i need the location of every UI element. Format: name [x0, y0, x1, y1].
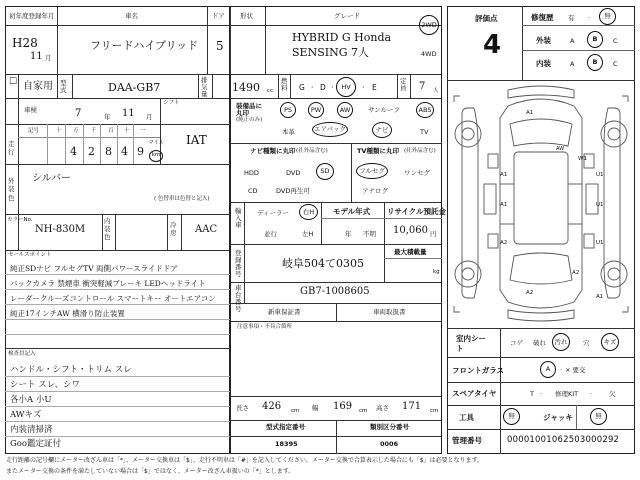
width-unit: cm: [359, 408, 368, 414]
interior-grade-c: C: [613, 60, 618, 68]
car-name-value: フリードハイブリッド: [90, 39, 199, 52]
mileage-unit-mile: マイル: [148, 140, 165, 146]
type-cert-label: 型式指定番号: [266, 423, 305, 431]
repair-yes: 有: [568, 14, 575, 22]
mileage-digit-3: 8: [105, 145, 112, 158]
color-no-value: NH-830M: [35, 224, 86, 235]
mileage-digit-4: 4: [121, 145, 128, 158]
tools-label: 工具: [459, 413, 474, 422]
fuel-g: G: [299, 83, 305, 92]
inspector-note-6: Goo鑑定証付: [10, 439, 62, 449]
reg-year-value: H28: [12, 36, 38, 50]
recycle-value: 10,060: [393, 225, 428, 236]
fuel-label: 燃料: [281, 77, 288, 93]
doors-value: 5: [216, 39, 224, 53]
diagram-label-a2-right-rear: A2: [572, 270, 580, 276]
spare-tire-kit: 修理KIT: [555, 390, 579, 398]
mileage-unit-10k: 万: [73, 128, 79, 134]
equipment-sub: (純正のみ): [236, 117, 263, 123]
mileage-digit-1: 4: [70, 145, 77, 158]
sales-point-label: セールスポイント: [8, 252, 52, 258]
exterior-grade-label: 外装: [536, 36, 551, 45]
equip-sunroof: サンルーフ: [368, 106, 400, 114]
height-unit: cm: [430, 408, 439, 414]
inspection-year-unit: 年: [104, 113, 111, 121]
spare-tire-t: T: [530, 390, 534, 398]
equip-airbag-circled: エアバック: [312, 122, 348, 137]
grade-line1: HYBRID G Honda: [292, 31, 392, 44]
navi-cd: CD: [248, 187, 258, 195]
length-value: 426: [262, 401, 282, 412]
diagram-label-a2-bottom: A2: [526, 290, 534, 296]
diagram-label-a1-front: A1: [526, 110, 534, 116]
car-name-label: 車名: [125, 12, 138, 20]
exterior-note: ( 色替車は色替と記入): [154, 196, 210, 202]
mileage-unit-10: 十: [124, 128, 130, 134]
model-year-year: 年: [345, 230, 352, 238]
width-value: 169: [333, 401, 353, 412]
capacity-value: 7: [419, 81, 426, 92]
drive-4wd: 4WD: [421, 50, 437, 58]
grade-line2: SENSING 7人: [292, 46, 369, 59]
sales-point-line1: 純正SDナビ フルセグTV 両側パワースライドドア: [10, 264, 178, 273]
fuel-hv-circled: HV: [336, 77, 356, 97]
class-no-value: 0006: [380, 440, 399, 448]
diagram-roof-note: AW: [556, 146, 565, 152]
footer-note-line1: 走行距離の記号欄にメーター改ざん車は「*」、メーター交換車は「$」、走行不明車は「#」を記入してください。メーター交換で合算表示した場合にも「$」は必要となります。: [6, 457, 484, 464]
displacement-value: 1490: [232, 81, 260, 94]
navi-hdd: HDD: [244, 169, 259, 177]
inspection-year: 7: [75, 108, 82, 119]
equip-pw-circled: PW: [308, 102, 324, 118]
seat-tear: 破れ: [533, 339, 546, 347]
type-cert-value: 18395: [275, 440, 298, 448]
import-left-h: 左H: [302, 230, 314, 238]
reg-month-value: 11: [30, 51, 43, 62]
doors-label: ドア: [212, 12, 225, 20]
seat-label: 室内シート: [456, 334, 486, 353]
exterior-grade-b-circled: B: [587, 31, 603, 48]
height-value: 171: [402, 401, 422, 412]
aircon-label: 冷房: [170, 221, 177, 237]
mileage-digit-2: 2: [88, 145, 95, 158]
shift-value: IAT: [186, 133, 207, 147]
equipment-label: 装備品に丸印: [236, 102, 262, 118]
navi-dvd-playback: DVD再生可: [276, 187, 310, 195]
mileage-unit-symbol: 記号: [28, 128, 40, 134]
model-year-unknown: 不明: [363, 230, 376, 238]
registration-label: 登録番号: [235, 249, 242, 279]
inspector-note-1: ハンドル・シフト・トリム スレ: [10, 365, 132, 375]
model-value: DAA-GB7: [108, 81, 161, 94]
inspector-note-3: 各小A 小U: [10, 395, 52, 405]
cc-unit: cc: [267, 88, 274, 94]
mgmt-no-label: 管理番号: [452, 436, 482, 445]
fuel-d: D: [320, 83, 326, 92]
max-load-label: 最大積載量: [394, 248, 427, 256]
class-no-label: 類別区分番号: [370, 423, 409, 431]
tv-analog: アナログ: [362, 187, 388, 195]
interior-color-label: 内装色: [104, 217, 111, 241]
inspector-notes-label: 検査員記入: [8, 351, 36, 357]
recycle-label: リサイクル預託金: [387, 207, 446, 216]
seat-hole: 穴: [583, 339, 590, 347]
interior-grade-b-circled: B: [587, 54, 603, 71]
inspection-label: 車検: [24, 106, 37, 114]
inspector-note-2: シート スレ、シワ: [10, 380, 81, 390]
tools-none-circled: 無: [503, 408, 520, 425]
mileage-unit-1k: 千: [91, 128, 97, 134]
diagram-label-a1-left-front: A1: [500, 172, 508, 178]
navi-dvd: DVD: [286, 169, 301, 177]
seat-stain-circled: 汚れ: [552, 333, 570, 351]
diagram-label-u1-right-front: U1: [596, 172, 604, 178]
exterior-label: 外装色: [8, 177, 15, 202]
mgmt-no-value: 00001001062503000292: [507, 435, 620, 445]
aircon-value: AAC: [195, 224, 218, 235]
equip-aw-circled: AW: [337, 102, 353, 118]
inspection-month-unit: 月: [146, 113, 153, 121]
exterior-color: シルバー: [32, 173, 72, 184]
diagram-label-w1: W1: [578, 156, 587, 162]
mileage-label: 走行: [8, 140, 15, 157]
tv-label: TV種類に丸印: [357, 147, 399, 155]
spare-sep1: ·: [540, 390, 543, 398]
footer-note-line2: またメーター交換の条件を満たしていない場合は「$」ではなく、メーター改ざん車扱いの「*」とします。: [6, 468, 295, 475]
model-year-label: モデル年式: [333, 207, 371, 216]
import-right-h-circled: 右H: [299, 204, 318, 220]
exterior-grade-a: A: [570, 37, 575, 45]
usage-value: 自家用: [23, 81, 53, 92]
windshield-a-circled: A: [540, 361, 556, 378]
height-label: 高さ: [376, 404, 389, 412]
length-unit: cm: [291, 408, 300, 414]
diagram-label-a1-left-mid: A1: [500, 202, 508, 208]
shape-label: 形状: [240, 12, 253, 20]
diagram-label-a2-left-rear: A2: [500, 240, 508, 246]
inspection-month: 11: [122, 108, 135, 119]
mileage-unit-100: 百: [108, 128, 114, 134]
equip-ps-circled: PS: [280, 102, 296, 118]
reg-month-unit: 月: [45, 54, 52, 62]
sales-point-line4: 純正17インチAW 横滑り防止装置: [10, 309, 125, 318]
repair-no-circled: 無: [599, 8, 616, 25]
windshield-replace: × 要交: [565, 366, 586, 374]
mileage-unit-km-circled: km: [149, 150, 163, 162]
jack-none-circled: 無: [590, 408, 607, 425]
jack-label: ジャッキ: [543, 413, 573, 422]
defect-notes-label: 注意事項・不具合箇所: [237, 324, 293, 330]
tv-fullseg-circled: フルセグ: [356, 163, 388, 179]
shift-label: シフト: [163, 100, 180, 106]
repair-dot: ·: [588, 14, 591, 22]
chassis-value: GB7-1008605: [300, 286, 370, 297]
registration-value: 岐阜504て0305: [282, 257, 364, 270]
navi-sub: (社外品含む): [296, 148, 328, 154]
diagram-label-u1-right-mid: U1: [596, 202, 604, 208]
fuel-e: E: [372, 83, 377, 92]
repair-history-label: 修復歴: [531, 13, 554, 22]
navi-label: ナビ種類に丸印: [250, 147, 296, 155]
spare-sep2: ·: [590, 390, 593, 398]
plate-icon: □: [9, 76, 18, 86]
inspector-note-4: AWキズ: [10, 410, 42, 420]
tv-oneseg: ワンセグ: [404, 169, 430, 177]
mileage-unit-10m: 十: [56, 128, 62, 134]
diagram-label-a1-rear: A1: [596, 294, 604, 300]
interior-grade-a: A: [570, 60, 575, 68]
windshield-label: フロントガラス: [452, 366, 505, 375]
mileage-unit-1: 一: [140, 128, 146, 134]
inspector-note-5: 内装清掃済: [10, 425, 53, 435]
reg-date-label: 初年度登録年月: [9, 12, 55, 20]
capacity-label: 定員: [400, 77, 407, 93]
grade-label: グレード: [334, 12, 360, 20]
interior-grade-label: 内装: [536, 59, 551, 68]
seat-burn: コゲ: [510, 339, 523, 347]
model-label: 型式: [60, 79, 67, 95]
chassis-label: 車台番号: [235, 284, 242, 314]
equip-tv: TV: [420, 128, 429, 136]
width-label: 幅: [312, 404, 319, 412]
manual-label: 車両取扱書: [373, 308, 406, 316]
tv-sub: (社外品含む): [404, 148, 436, 154]
fuel-sep2: ·: [331, 83, 334, 92]
color-no-label: カラーNo.: [7, 217, 33, 223]
grade-score-value: 4: [483, 30, 502, 60]
seat-scratch-circled: キズ: [601, 333, 619, 351]
mileage-digit-5: 9: [137, 145, 144, 158]
length-label: 長さ: [236, 404, 249, 412]
import-dealer: ディーラー: [257, 209, 289, 217]
new-car-warranty-label: 新車保証書: [268, 308, 301, 316]
fuel-sep3: ·: [362, 83, 365, 92]
sales-point-line2: バックカメラ 禁煙車 衝突軽減ブレーキ LEDヘッドライト: [10, 279, 206, 288]
exterior-grade-c: C: [613, 37, 618, 45]
import-parallel: 並行: [264, 230, 277, 238]
equip-abs-circled: ABS: [416, 102, 434, 118]
windshield-dot: ·: [560, 366, 563, 374]
spare-tire-none: 欠: [609, 390, 616, 398]
recycle-unit: 円: [430, 230, 437, 238]
grade-score-label: 評価点: [475, 14, 498, 23]
drive-2wd-circled: 2WD: [419, 15, 439, 35]
car-damage-diagram: [448, 84, 634, 324]
sales-point-line3: レーダークルーズコントロール スマートキー オートエアコン: [10, 294, 216, 303]
navi-sd-circled: SD: [316, 163, 334, 180]
spare-tire-label: スペアタイヤ: [452, 389, 497, 398]
diagram-label-u1-right-rear: U1: [596, 240, 604, 246]
equip-navi-circled: ナビ: [372, 122, 392, 138]
fuel-sep1: ·: [311, 83, 314, 92]
displacement-label: 排気量: [201, 76, 208, 99]
equip-leather: 本革: [282, 128, 295, 136]
person-unit: 人: [433, 88, 439, 94]
import-label: 輸入車: [235, 207, 242, 230]
max-load-unit: kg: [433, 269, 440, 275]
